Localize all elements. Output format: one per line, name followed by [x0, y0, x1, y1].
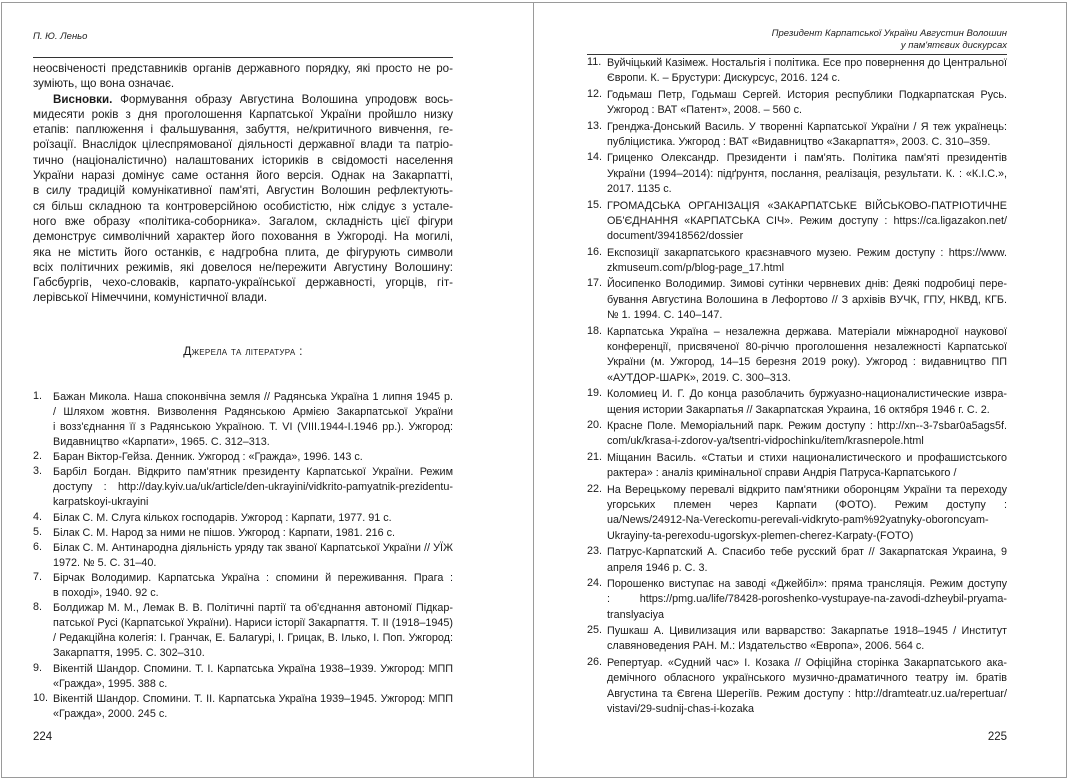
- reference-item: [587, 577, 1007, 623]
- reference-line: в поході», 1940. 92 с.: [53, 587, 159, 600]
- reference-line: zkmuseum.com/p/blog-page_17.html: [607, 262, 785, 275]
- reference-number: 20.: [587, 418, 603, 431]
- reference-line: доступу : http://day.kyiv.ua/uk/article/den-ukrayini/vidkrito-pamyatnik-prezidentu-: [53, 481, 453, 494]
- reference-item: [587, 151, 1007, 197]
- reference-line: Білак С. М. Слуга кількох господарів. Ужгород : Карпати, 1977. 91 с.: [53, 511, 392, 524]
- reference-item: [587, 246, 1007, 277]
- reference-item: [33, 662, 453, 692]
- reference-number: 1.: [33, 390, 43, 402]
- body-line: зуміють, що вона означає.: [33, 77, 175, 91]
- reference-line: Болдижар М. М., Лемак В. В. Політичні партії та об'єднання автономії Підкар-: [53, 602, 453, 615]
- reference-line: Репертуар. «Судний час» І. Козака // Офіційна сторінка Закарпатського ака-: [607, 656, 1007, 669]
- body-line: Габсбургів, чехо-словаків, карпато-української державності, угорців, гіт-: [33, 276, 453, 290]
- reference-number: 2.: [33, 450, 43, 463]
- reference-number: 3.: [33, 465, 43, 478]
- reference-number: 24.: [587, 576, 603, 589]
- reference-line: «Гражда», 1995. 388 с.: [53, 677, 168, 690]
- body-line: лерівської Німеччини, комуністичної влади.: [33, 291, 268, 305]
- reference-line: славяноведения РАН. М.: Издательство «Европа», 2006. 564 с.: [607, 640, 925, 653]
- reference-number: 25.: [587, 624, 603, 637]
- reference-line: / Шляхом жовтня. Визволення Радянською Армією Закарпатської України: [53, 406, 453, 418]
- reference-line: 1972. № 5. С. 31–40.: [53, 556, 157, 569]
- reference-item: [587, 656, 1007, 718]
- reference-item: [587, 545, 1007, 576]
- reference-number: 9.: [33, 661, 43, 674]
- reference-line: Гриценко Олександр. Президенти і пам'ять. Політика пам'яті президентів: [607, 152, 1007, 165]
- body-line: тично (націоналістично) налаштованих істориків в свідомості населення: [33, 153, 453, 167]
- reference-list-right: [587, 56, 1007, 718]
- reference-line: Білак С. М. Народ за ними не пішов. Ужгород : Карпати, 1981. 216 с.: [53, 526, 396, 539]
- reference-line: ОБ'ЄДНАННЯ «КАРПАТСЬКА СІЧ». Режим доступу : https://ca.ligazakon.net/: [607, 214, 1007, 227]
- reference-line: Гренджа-Донський Василь. У творенні Карпатської України / Я теж українець:: [607, 120, 1007, 133]
- reference-line: рактера» : аналіз кримінальної справи Андрія Патруса-Карпатського /: [607, 467, 957, 480]
- page-number-right: 225: [987, 731, 1007, 743]
- reference-line: Ужгород : ВАТ «Патент», 2008. – 560 с.: [607, 104, 803, 117]
- reference-line: Порошенко виступає на заводі «Джейбіл»: пряма трансляція. Режим доступу: [607, 577, 1007, 590]
- conclusion-first-line: [33, 92, 453, 107]
- reference-item: [33, 450, 453, 465]
- body-line: неосвіченості представників органів державного порядку, які просто не ро-: [33, 62, 453, 75]
- reference-number: 6.: [33, 540, 43, 553]
- reference-line: Коломиец И. Г. До конца разоблачить буржуазно-националистические извра-: [607, 388, 1007, 401]
- reference-line: Закарпаття, 1995. С. 302–310.: [53, 647, 205, 660]
- reference-item: [587, 325, 1007, 387]
- reference-line: Баран Віктор-Гейза. Денник. Ужгород : «Гражда», 1996. 143 с.: [53, 451, 363, 464]
- reference-line: угорських племен через Карпати (ФОТО). Режим доступу :: [607, 498, 1007, 511]
- reference-line: Білак С. М. Антинародна діяльність уряду так званої Карпатської України // УЇЖ: [53, 541, 453, 554]
- reference-line: На Верецькому перевалі відкрито пам'ятники оборонцям України та переходу: [607, 483, 1007, 496]
- reference-item: [587, 483, 1007, 545]
- reference-number: 8.: [33, 601, 43, 614]
- header-title-line2: у пам'ятєвих дискурсах: [900, 40, 1007, 51]
- reference-line: ГРОМАДСЬКА ОРГАНІЗАЦІЯ «ЗАКАРПАТСЬКЕ ВІЙСЬКОВО-ПАТРІОТИЧНЕ: [607, 199, 1007, 212]
- reference-number: 12.: [587, 87, 603, 100]
- reference-line: / Редакційна колегія: І. Гранчак, Е. Балагурі, І. Грицак, В. Ілько, І. Поп. Ужгород:: [53, 632, 453, 645]
- reference-line: конференції, присвяченої 80-річчю проголошення незалежності Карпатської: [607, 341, 1007, 354]
- reference-number: 16.: [587, 245, 603, 258]
- reference-number: 19.: [587, 387, 603, 400]
- reference-line: document/39418562/dossier: [607, 230, 744, 243]
- header-rule-right: [587, 54, 1007, 55]
- reference-item: [587, 199, 1007, 245]
- page-number-left: 224: [33, 731, 53, 743]
- reference-line: Августина та Євгена Шерегіїв. Режим доступу : http://dramteatr.uz.ua/repertuar/: [607, 687, 1007, 700]
- reference-line: і возз'єднання її з Радянською Україною. Т. VI (VIII.1944-I.1946 рр.). Ужгород:: [53, 421, 453, 433]
- body-line: демонструє символічний характер його поховання в Ужгороді. На могилі,: [33, 230, 453, 244]
- reference-line: України (м. Ужгород, 14–15 березня 2019 року). Ужгород : видавництво ПП: [607, 356, 1007, 369]
- reference-line: Красне Поле. Меморіальний парк. Режим доступу : http://xn--3-7sbar0a5ags5f.: [607, 419, 1007, 432]
- reference-line: Експозиції закарпатського краєзнавчого музею. Режим доступу : https://www.: [607, 246, 1007, 259]
- reference-number: 7.: [33, 571, 43, 584]
- reference-number: 4.: [33, 510, 43, 523]
- reference-line: Годьмаш Петр, Годьмаш Сергей. История республики Подкарпатская Русь.: [607, 88, 1007, 101]
- header-title-line1: Президент Карпатської України Августин Волошин: [771, 28, 1007, 39]
- reference-number: 21.: [587, 450, 603, 463]
- reference-line: Вікентій Шандор. Спомини. Т. II. Карпатська Україна 1939–1945. Ужгород: МПП: [53, 692, 453, 705]
- reference-item: [587, 624, 1007, 655]
- running-header-author: П. Ю. Леньо: [33, 31, 88, 42]
- reference-number: 23.: [587, 545, 603, 558]
- reference-number: 18.: [587, 324, 603, 337]
- reference-line: Патрус-Карпатский А. Спасибо тебе русский брат // Закарпатская Украина, 9: [607, 546, 1007, 559]
- reference-line: Вікентій Шандор. Спомини. Т. I. Карпатська Україна 1938–1939. Ужгород: МПП: [53, 662, 453, 675]
- running-header-title: [587, 28, 1007, 52]
- reference-number: 15.: [587, 198, 603, 211]
- reference-line: «АУТДОР-ШАРК», 2019. С. 300–313.: [607, 371, 791, 384]
- reference-number: 13.: [587, 119, 603, 132]
- reference-line: : https://pmg.ua/life/78428-poroshenko-vystupaye-na-zavodi-dzheybil-pryama-: [607, 593, 1007, 606]
- header-rule-left: [33, 57, 453, 58]
- reference-line: Бажан Микола. Наша споконвічна земля // Радянська Україна 1 липня 1945 р.: [53, 391, 453, 403]
- reference-line: Карпатська Україна – незалежна держава. Матеріали міжнародної наукової: [607, 325, 1007, 338]
- reference-line: Пушкаш А. Цивилизация или варварство: Закарпатье 1918–1945 / Институт: [607, 625, 1007, 638]
- reference-line: vistavi/29-sudnij-chas-i-kozaka: [607, 703, 755, 716]
- reference-item: [33, 692, 453, 722]
- reference-item: [33, 511, 453, 526]
- conclusion-text: [33, 61, 453, 306]
- body-line: етапів: паплюження і фальшування, забуття, не/критичного вивчення, ге-: [33, 123, 453, 137]
- reference-item: [587, 56, 1007, 87]
- body-line: в силу традицій комунікативної пам'яті, Августин Волошин рефлектують-: [33, 184, 453, 198]
- reference-item: [587, 387, 1007, 418]
- reference-number: 10.: [33, 691, 49, 704]
- reference-line: України (1994–2014): підґрунтя, послання, реалізація, результати. К. : «К.І.С.»,: [607, 167, 1007, 180]
- reference-line: публіцистика. Ужгород : ВАТ «Видавництво «Закарпаття», 2003. С. 310–359.: [607, 135, 991, 148]
- reference-line: Видавництво «Карпати», 1965. С. 312–313.: [53, 436, 270, 448]
- reference-line: демічного обласного українського музично-драматичного театру ім. братів: [607, 672, 1007, 685]
- reference-line: 2017. 1135 с.: [607, 183, 672, 196]
- reference-number: 5.: [33, 525, 43, 538]
- reference-item: [33, 390, 453, 450]
- reference-item: [33, 571, 453, 601]
- reference-number: 26.: [587, 655, 603, 668]
- reference-line: Йосипенко Володимир. Зимові сутінки червневих днів: Деякі подробиці пере-: [607, 278, 1007, 291]
- reference-line: Ukrayiny-ta-perexodu-ugorskyx-plemen-cherez-Karpaty-(FOTO): [607, 529, 914, 542]
- reference-line: апреля 1946 р. С. 3.: [607, 561, 708, 574]
- reference-item: [33, 465, 453, 510]
- reference-number: 17.: [587, 277, 603, 290]
- reference-line: Вуйчіцький Казімеж. Ностальгія і політика. Есе про повернення до Центральної: [607, 57, 1007, 69]
- reference-line: Міщанин Василь. «Статьи и стихи националистического и профашистського: [607, 451, 1007, 464]
- reference-line: Бірчак Володимир. Карпатська Україна : спомини й переживання. Прага :: [53, 572, 453, 585]
- reference-line: ua/News/24912-Na-Vereckomu-perevali-vidkryto-pam%92yatnyky-oboroncyam-: [607, 514, 989, 527]
- reference-item: [33, 541, 453, 571]
- body-line-text: Формування образу Августина Волошина упродовж вось-: [112, 92, 453, 106]
- body-line: мидесяти років з дня проголошення Карпатської України пройшло низку: [33, 107, 453, 121]
- body-line: яка не містить його останків, є надгробна плита, де фігурують символи: [33, 245, 453, 259]
- reference-line: com/uk/krasa-i-zdorov-ya/tsentri-vidpochinku/item/krasnepole.html: [607, 435, 924, 448]
- body-line: України наразі домінує саме остання його версія. Однак на Закарпатті,: [33, 169, 453, 183]
- reference-item: [587, 277, 1007, 323]
- reference-item: [587, 88, 1007, 119]
- reference-item: [33, 526, 453, 541]
- reference-item: [33, 601, 453, 661]
- reference-line: щения истории Закарпатья // Закарпатская Украина, 16 октября 1946 г. С. 2.: [607, 403, 990, 416]
- body-line: ного вже образу «політика-соборника». Загалом, складність цієї фігури: [33, 214, 453, 228]
- reference-line: «Гражда», 2000. 245 с.: [53, 707, 168, 720]
- reference-line: Європи. К. – Брустури: Дискурсус, 2016. 124 с.: [607, 72, 841, 85]
- reference-line: патської Русі (Карпатської України). Нариси історії Закарпаття. Т. II (1918–1945): [53, 617, 453, 630]
- conclusion-label: Висновки.: [53, 92, 113, 106]
- reference-line: karpatskoyi-ukrayini: [53, 496, 149, 509]
- reference-line: translyaciya: [607, 608, 665, 621]
- reference-number: 11.: [587, 56, 602, 68]
- reference-number: 22.: [587, 482, 603, 495]
- sources-heading: Джерела та література :: [183, 344, 303, 358]
- reference-item: [587, 120, 1007, 151]
- reference-item: [587, 419, 1007, 450]
- reference-list-left: [33, 390, 453, 722]
- body-line: роїзації. Внаслідок цілеспрямованої діяльності державної влади та патріо-: [33, 138, 453, 152]
- body-line: ся більш складною та контроверсійною особистістю, ніж слідує з устале-: [33, 199, 453, 213]
- reference-line: бування Августина Волошина в Лефортово // З архівів ВУЧК, ГПУ, НКВД, КГБ.: [607, 293, 1007, 306]
- reference-item: [587, 451, 1007, 482]
- reference-line: Барбіл Богдан. Відкрито пам'ятник президенту Карпатської України. Режим: [53, 466, 453, 479]
- reference-number: 14.: [587, 151, 603, 164]
- reference-line: № 1. 1994. С. 140–147.: [607, 309, 723, 322]
- body-line: всіх політичних режимів, які довелося не/пережити Августину Волошину:: [33, 260, 453, 274]
